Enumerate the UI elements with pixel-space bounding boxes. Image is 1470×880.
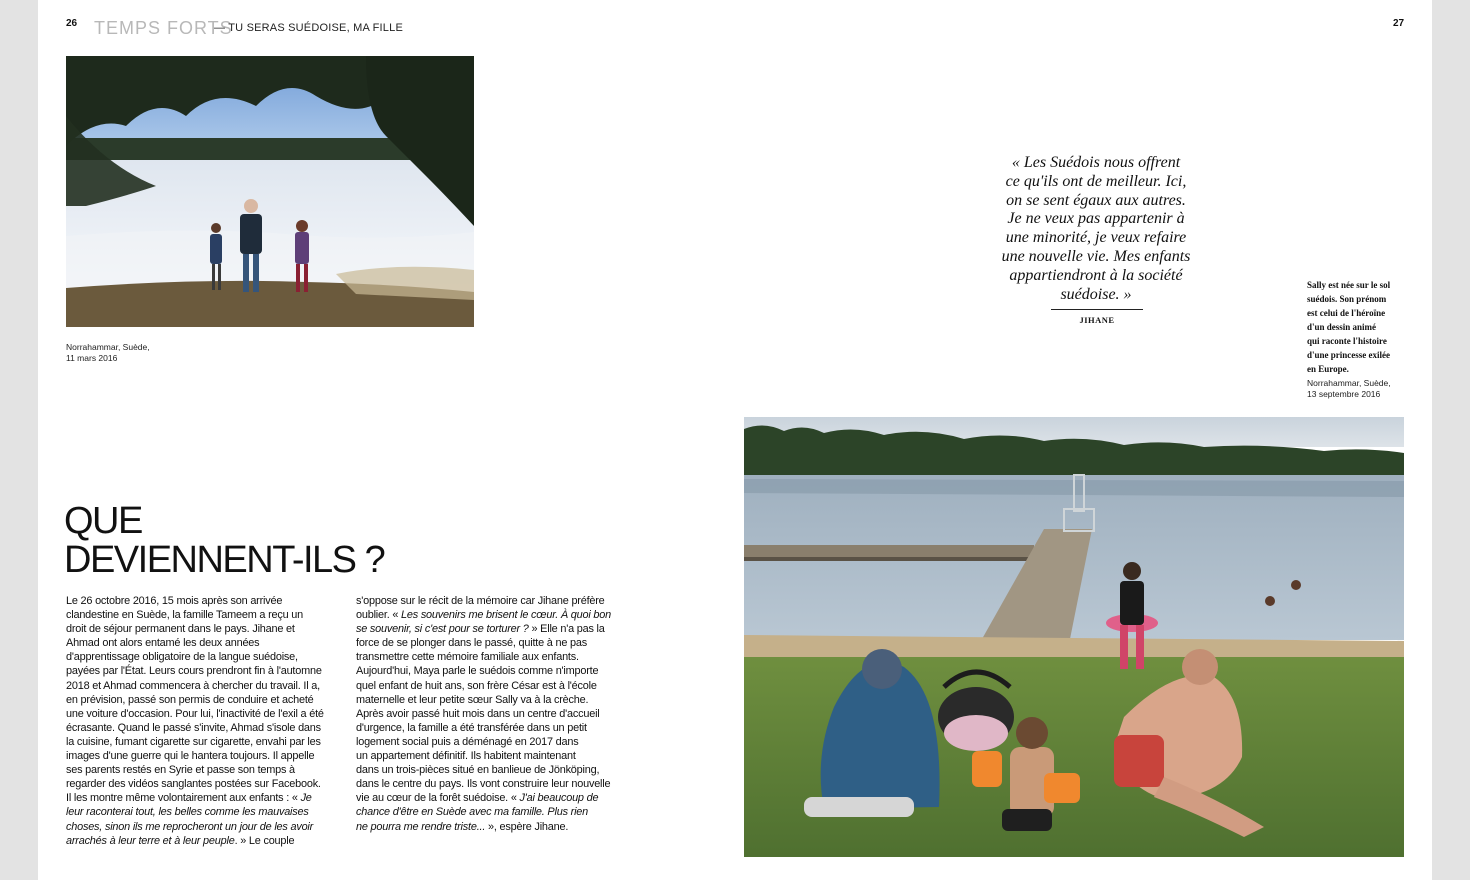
article-text: un appartement définitif. Ils habitent maintenant (356, 750, 576, 763)
article-line (356, 650, 631, 664)
quote-line: une minorité, je veux refaire (1005, 229, 1187, 247)
article-line (356, 820, 631, 834)
article-text: force de se plonger dans le passé, quitte à ne pas (356, 637, 587, 650)
quote-line: « Les Suédois nous offrent (1011, 154, 1181, 171)
article-column-1 (66, 594, 341, 848)
article-text: Le 26 octobre 2016, 15 mois après son arrivée (66, 595, 283, 607)
side-caption-date: 13 septembre 2016 (1307, 388, 1381, 399)
article-line (66, 608, 341, 622)
article-text: dans un trois-pièces situé en banlieue de Jönköping, (356, 764, 600, 777)
article-text: clandestine en Suède, la famille Tameem a reçu un (66, 609, 303, 622)
article-line (66, 763, 341, 777)
article-line (66, 834, 341, 848)
headline (64, 502, 384, 580)
article-italic-text: choses, sinon ils me reprocheront un jour de les avoir (66, 820, 314, 833)
article-text: », espère Jihane. (485, 820, 569, 833)
article-line (356, 805, 631, 819)
article-italic-text: chance d'être en Suède avec ma famille. Plus rien (356, 806, 589, 819)
article-text: regarder des vidéos sanglantes postées sur Facebook. (66, 778, 321, 791)
article-text: Après avoir passé huit mois dans un centre d'accueil (356, 707, 600, 720)
article-line (66, 622, 341, 636)
article-line (66, 664, 341, 678)
article-line (356, 622, 631, 636)
article-text: dans le centre du pays. Ils vont construire leur nouvelle (356, 778, 611, 791)
side-caption (1307, 278, 1417, 376)
article-line (66, 735, 341, 749)
photo-caption-top-left (66, 342, 150, 363)
quote-divider (1051, 309, 1143, 310)
article-italic-text: arrachés à leur terre et à leur peuple (66, 834, 235, 847)
article-line (66, 777, 341, 791)
article-line (356, 707, 631, 721)
article-text: d'urgence, la famille a été transférée dans un petit (356, 721, 587, 734)
article-italic-text: se souvenir, si c'est pour se torturer ? (356, 623, 529, 636)
side-caption-line: qui raconte l'histoire (1307, 336, 1387, 346)
article-text: maternelle et leur petite sœur Sally va à la crèche. (356, 693, 589, 706)
article-line (356, 664, 631, 678)
article-text: Aujourd'hui, Maya parle le suédois comme n'importe (356, 665, 599, 678)
article-italic-text: J'ai beaucoup de (519, 792, 599, 805)
quote-line: Je ne veux pas appartenir à (1007, 210, 1185, 228)
article-text: Il les montre même volontairement aux enfants : « (66, 792, 301, 805)
article-italic-text: ne pourra me rendre triste... (356, 820, 486, 833)
article-italic-text: Je (300, 792, 312, 805)
quote-line: ce qu'ils ont de meilleur. Ici, (1005, 172, 1187, 190)
article-text: transmettre cette mémoire familiale aux enfants. (356, 651, 579, 664)
side-caption-line: Sally est née sur le sol (1307, 280, 1391, 290)
article-text: s'oppose sur le récit de la mémoire car Jihane préfère (356, 595, 605, 607)
side-caption-place: Norrahammar, Suède, (1307, 378, 1391, 388)
page-number-right: 27 (1393, 18, 1405, 29)
article-text: quel enfant de huit ans, son frère César est à l'école (356, 679, 597, 692)
photo-family-lake-image (744, 417, 1404, 857)
side-caption-line: d'un dessin animé (1307, 322, 1377, 332)
article-line (356, 594, 631, 608)
article-line (356, 735, 631, 749)
article-line (66, 721, 341, 735)
article-line (356, 721, 631, 735)
section-title: TEMPS FORTS (94, 18, 233, 38)
article-line (66, 820, 341, 834)
article-text: la cuisine, fumant cigarette sur cigarette, envahi par les (66, 735, 321, 748)
quote-line: on se sent égaux aux autres. (1006, 191, 1186, 209)
side-caption-line: suédois. Son prénom (1307, 294, 1387, 304)
article-text: . » Le couple (234, 834, 295, 847)
article-line (356, 693, 631, 707)
quote-author: JIHANE (1079, 315, 1115, 325)
article-text: logement social puis a déménagé en 2017 dans (356, 735, 579, 748)
article-text: images d'une guerre qui le hantera toujours. Il appelle (66, 750, 315, 763)
headline-line-1: QUE (64, 500, 142, 542)
article-line (356, 791, 631, 805)
article-line (66, 679, 341, 693)
article-text: oublier. « (356, 609, 402, 622)
article-line (66, 707, 341, 721)
article-line (66, 636, 341, 650)
magazine-spread (38, 0, 1432, 880)
photo-caption-date: 11 mars 2016 (66, 352, 118, 363)
quote-line: suédoise. » (1060, 285, 1132, 303)
article-text: droit de séjour permanent dans le pays. Jihane et (66, 623, 295, 636)
pull-quote (978, 154, 1214, 304)
article-italic-text: leur raconterai tout, les belles comme les mauvaises (66, 806, 309, 819)
article-text: Ahmad ont alors entamé les deux années (66, 637, 260, 650)
article-text: ses parents restés en Syrie et passe son temps à (66, 764, 295, 777)
side-caption-line: en Europe. (1307, 364, 1349, 374)
article-text: une voiture d'occasion. Pour lui, l'inactivité de l'exil a été (66, 707, 324, 720)
article-line (66, 805, 341, 819)
photo-snowy-lake-image (66, 56, 474, 327)
photo-snowy-lake (66, 56, 474, 327)
quote-line: une nouvelle vie. Mes enfants (1001, 247, 1191, 265)
article-column-2 (356, 594, 631, 834)
side-caption-line: est celui de l'héroïne (1307, 308, 1386, 318)
article-line (66, 791, 341, 805)
section-subtitle: — TU SERAS SUÉDOISE, MA FILLE (214, 22, 403, 34)
article-line (356, 608, 631, 622)
article-line (356, 679, 631, 693)
article-line (356, 749, 631, 763)
side-caption-credit (1307, 378, 1391, 399)
photo-family-lake (744, 417, 1404, 857)
article-italic-text: Les souvenirs me brisent le cœur. À quoi bon (401, 609, 611, 622)
page-number-left: 26 (66, 18, 78, 29)
photo-caption-place: Norrahammar, Suède, (66, 342, 150, 352)
quote-line: appartiendront à la société (1009, 266, 1183, 284)
article-text: d'apprentissage obligatoire de la langue suédoise, (66, 651, 298, 664)
article-line (66, 594, 341, 608)
headline-line-2: DEVIENNENT-ILS ? (64, 539, 385, 581)
side-caption-line: d'une princesse exilée (1307, 350, 1390, 360)
article-text: en prévision, passé son permis de conduire et acheté (66, 693, 314, 706)
article-line (356, 763, 631, 777)
article-line (356, 777, 631, 791)
article-text: payées par l'État. Leurs cours prendront fin à l'automne (66, 665, 322, 678)
article-text: » Elle n'a pas la (528, 623, 605, 636)
article-line (66, 749, 341, 763)
article-text: 2018 et Ahmad commencera à chercher du travail. Il a, (66, 679, 320, 692)
article-line (356, 636, 631, 650)
article-text: vie au cœur de la forêt suédoise. « (356, 792, 520, 805)
article-line (66, 693, 341, 707)
article-line (66, 650, 341, 664)
article-text: écrasante. Quand le passé s'invite, Ahmad s'isole dans (66, 721, 321, 734)
